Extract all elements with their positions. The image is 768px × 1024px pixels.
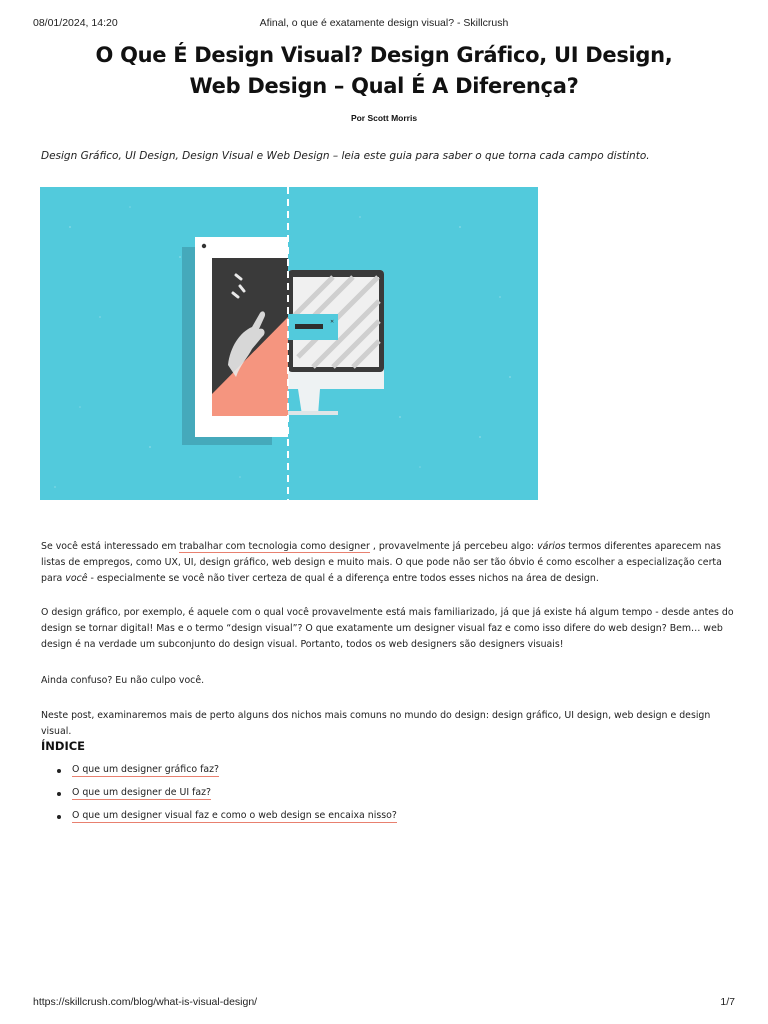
print-page-hole [202,244,206,248]
bullet-icon [57,769,61,773]
print-page-number: 1/7 [720,996,735,1008]
byline: Por Scott Morris [350,113,418,123]
print-date: 08/01/2024, 14:20 [33,17,118,29]
paragraph-2: O design gráfico, por exemplo, é aquele com o qual você provavelmente está mais familiarizado, já que já existe há algum tempo - desde antes do design se tornar digital! Mas e o termo “design visual”? O que exatamente um designer visual faz e como isso difere do web design? Bem… web design é na verdade um subconjunto do design visual. Portanto, todos os web designers são designers visuais! [41,607,734,650]
toc-item [57,810,397,833]
toc-item [57,764,397,787]
paragraph-1-middle: , provavelmente já percebeu algo: [369,541,538,552]
bullet-icon [57,815,61,819]
paragraph-1-emphasis-1: vários [537,541,566,552]
link-trabalhar-tecnologia[interactable]: trabalhar com tecnologia como designer [179,541,370,552]
hero-illustration [40,187,538,500]
monitor-dialog-close-icon: ✕ [330,319,335,325]
article-title-line-2: Web Design – Qual É A Diferença? [189,74,579,98]
paragraph-1-start: Se você está interessado em [41,541,180,552]
print-url: https://skillcrush.com/blog/what-is-visual-design/ [33,996,258,1008]
toc-list [57,764,397,833]
toc-link-designer-grafico[interactable]: O que um designer gráfico faz? [72,764,220,775]
paragraph-1 [41,539,738,587]
print-footer [33,996,735,1010]
print-header [33,17,735,31]
toc-item [57,787,397,810]
print-page-title: Afinal, o que é exatamente design visual? - Skillcrush [259,17,509,29]
monitor-chin [288,372,384,389]
toc-link-designer-ui[interactable]: O que um designer de UI faz? [72,787,212,798]
toc-heading: ÍNDICE [41,739,86,753]
article-intro: Design Gráfico, UI Design, Design Visual e Web Design – leia este guia para saber o que torna cada campo distinto. [41,150,650,162]
paragraph-3: Ainda confuso? Eu não culpo você. [41,675,205,686]
paragraph-1-emphasis-2: você [65,573,88,584]
article-title [40,40,728,102]
paragraph-4: Neste post, examinaremos mais de perto alguns dos nichos mais comuns no mundo do design: design gráfico, UI design, web design e design visual. [41,710,711,737]
monitor-base [288,411,338,415]
hero-illustration-svg [40,187,538,500]
toc-link-designer-visual[interactable]: O que um designer visual faz e como o web design se encaixa nisso? [72,810,397,821]
paragraph-1-middle-2: termos diferentes aparecem nas listas de empregos, como UX, UI, design gráfico, web design e muito mais. O que pode não ser tão óbvio é como escolher a especialização certa para [41,541,722,584]
bullet-icon [57,792,61,796]
article-title-line-1: O Que É Design Visual? Design Gráfico, UI Design, [95,43,673,67]
paragraph-1-end: - especialmente se você não tiver certeza de qual é a diferença entre todos esses nichos na área de design. [87,573,599,584]
monitor-dialog-bar [295,324,323,329]
